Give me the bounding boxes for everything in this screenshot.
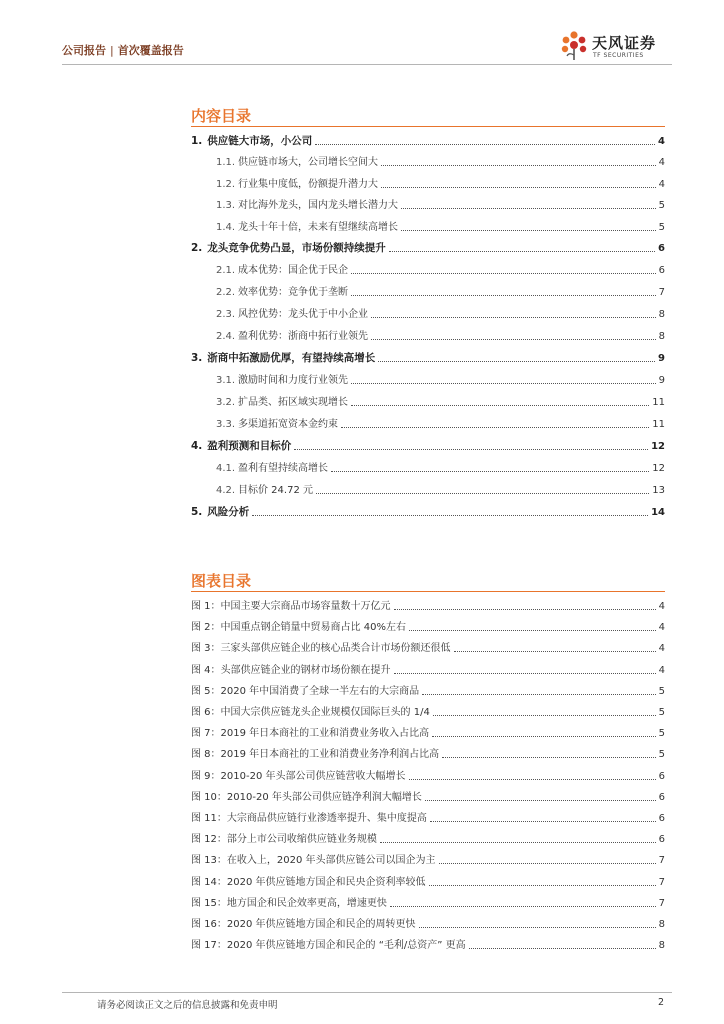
toc-leader-dots <box>419 927 656 928</box>
figure-caption: 2020 年供应链地方国企和民企的周转更快 <box>226 919 416 930</box>
toc-leader-dots <box>351 273 656 274</box>
toc-leader-dots <box>294 449 648 450</box>
figure-caption: 中国重点钢企销量中贸易商占比 40%左右 <box>220 622 406 633</box>
toc-text: 风险分析 <box>207 506 250 518</box>
toc-text: 供应链大市场，小公司 <box>207 135 313 147</box>
toc-section-link[interactable] <box>216 220 665 234</box>
figure-label: 图 11： <box>191 813 227 824</box>
footer-disclaimer: 请务必阅读正文之后的信息披露和免责申明 <box>97 1000 278 1011</box>
figure-page-number: 4 <box>658 665 665 676</box>
toc-text: 行业集中度低，份额提升潜力大 <box>238 179 378 190</box>
toc-leader-dots <box>389 251 655 252</box>
figure-label: 图 8： <box>191 749 221 760</box>
logo-subtitle: TF SECURITIES <box>593 52 644 59</box>
figure-label: 图 17： <box>191 940 227 951</box>
contents-title-underline <box>191 126 665 127</box>
figure-page-number: 6 <box>658 813 665 824</box>
figure-list-link[interactable] <box>191 705 665 719</box>
figure-list-link[interactable] <box>191 811 665 825</box>
figure-label: 图 13： <box>191 855 227 866</box>
figure-caption: 2020 年中国消费了全球一半左右的大宗商品 <box>220 686 420 697</box>
toc-section-link[interactable] <box>216 395 665 409</box>
figure-caption: 在收入上，2020 年头部供应链公司以国企为主 <box>226 855 436 866</box>
toc-page-number: 12 <box>651 441 665 452</box>
toc-leader-dots <box>469 948 656 949</box>
page-number: 2 <box>657 997 664 1008</box>
toc-leader-dots <box>315 144 655 145</box>
toc-leader-dots <box>432 736 655 737</box>
toc-leader-dots <box>433 715 656 716</box>
toc-number: 3. <box>191 352 203 364</box>
figure-list-link[interactable] <box>191 832 665 846</box>
figure-caption: 三家头部供应链企业的核心品类合计市场份额还很低 <box>220 643 451 654</box>
figure-list-link[interactable] <box>191 938 665 952</box>
toc-page-number: 12 <box>652 463 665 474</box>
figure-label: 图 9： <box>191 771 221 782</box>
figure-list-link[interactable] <box>191 599 665 613</box>
figure-caption: 2019 年日本商社的工业和消费业务收入占比高 <box>220 728 430 739</box>
figure-list-link[interactable] <box>191 641 665 655</box>
toc-text: 目标价 24.72 元 <box>238 485 313 496</box>
toc-text: 对比海外龙头，国内龙头增长潜力大 <box>238 200 398 211</box>
toc-section-link[interactable] <box>216 461 665 475</box>
toc-section-link[interactable] <box>216 155 665 169</box>
toc-leader-dots <box>252 515 648 516</box>
category-separator: | <box>110 44 114 57</box>
category-label: 公司报告 <box>62 44 106 57</box>
figure-label: 图 4： <box>191 665 221 676</box>
toc-text: 风控优势：龙头优于中小企业 <box>238 309 368 320</box>
toc-page-number: 5 <box>658 222 665 233</box>
toc-text: 扩品类、拓区域实现增长 <box>238 397 348 408</box>
figure-page-number: 8 <box>658 919 665 930</box>
toc-text: 效率优势：竞争优于垄断 <box>238 287 348 298</box>
toc-leader-dots <box>381 187 656 188</box>
toc-leader-dots <box>429 885 656 886</box>
figure-caption: 2010-20 年头部公司供应链净利润大幅增长 <box>226 792 422 803</box>
toc-chapter-link[interactable] <box>191 351 665 365</box>
toc-number: 2.2. <box>216 287 236 298</box>
toc-leader-dots <box>371 317 656 318</box>
toc-page-number: 4 <box>658 157 665 168</box>
toc-leader-dots <box>409 779 656 780</box>
figure-caption: 中国大宗供应链龙头企业规模仅国际巨头的 1/4 <box>220 707 430 718</box>
toc-number: 4.2. <box>216 485 236 496</box>
toc-chapter-link[interactable] <box>191 439 665 453</box>
toc-leader-dots <box>351 295 656 296</box>
toc-leader-dots <box>371 339 656 340</box>
toc-leader-dots <box>381 165 656 166</box>
toc-number: 4. <box>191 440 203 452</box>
toc-leader-dots <box>394 673 656 674</box>
toc-leader-dots <box>422 694 655 695</box>
toc-leader-dots <box>316 493 649 494</box>
figure-list-link[interactable] <box>191 726 665 740</box>
toc-leader-dots <box>430 821 656 822</box>
figure-caption: 地方国企和民企效率更高，增速更快 <box>226 898 387 909</box>
figure-list-link[interactable] <box>191 747 665 761</box>
figure-list-link[interactable] <box>191 620 665 634</box>
toc-section-link[interactable] <box>216 263 665 277</box>
figure-page-number: 7 <box>658 855 665 866</box>
contents-title: 内容目录 <box>191 107 252 125</box>
figure-page-number: 7 <box>658 877 665 888</box>
figure-caption: 部分上市公司收缩供应链业务规模 <box>226 834 377 845</box>
toc-leader-dots <box>439 863 656 864</box>
header-divider <box>62 64 672 65</box>
figure-label: 图 16： <box>191 919 227 930</box>
toc-chapter-link[interactable] <box>191 241 665 255</box>
figure-caption: 大宗商品供应链行业渗透率提升、集中度提高 <box>226 813 427 824</box>
toc-number: 5. <box>191 506 203 518</box>
figure-label: 图 14： <box>191 877 227 888</box>
toc-page-number: 4 <box>658 136 665 147</box>
toc-page-number: 8 <box>658 331 665 342</box>
toc-leader-dots <box>394 609 656 610</box>
toc-leader-dots <box>380 842 656 843</box>
toc-text: 激励时间和力度行业领先 <box>238 375 348 386</box>
figure-caption: 2020 年供应链地方国企和民央企资利率较低 <box>226 877 426 888</box>
toc-text: 龙头竞争优势凸显，市场份额持续提升 <box>207 242 386 254</box>
toc-page-number: 8 <box>658 309 665 320</box>
toc-number: 1.1. <box>216 157 236 168</box>
toc-text: 浙商中拓激励优厚，有望持续高增长 <box>207 352 376 364</box>
logo-name: 天风证券 <box>592 34 657 52</box>
toc-page-number: 11 <box>652 419 665 430</box>
figure-list-link[interactable] <box>191 769 665 783</box>
figure-label: 图 3： <box>191 643 221 654</box>
figure-list-link[interactable] <box>191 875 665 889</box>
report-category <box>62 42 184 58</box>
toc-text: 盈利预测和目标价 <box>207 440 292 452</box>
toc-leader-dots <box>425 800 656 801</box>
figure-page-number: 5 <box>658 728 665 739</box>
figure-list-link[interactable] <box>191 917 665 931</box>
figures-title: 图表目录 <box>191 572 252 590</box>
figure-list-link[interactable] <box>191 663 665 677</box>
toc-number: 4.1. <box>216 463 236 474</box>
toc-page-number: 9 <box>658 353 665 364</box>
toc-number: 3.1. <box>216 375 236 386</box>
figure-page-number: 5 <box>658 686 665 697</box>
toc-text: 龙头十年十倍，未来有望继续高增长 <box>238 222 398 233</box>
toc-leader-dots <box>390 906 656 907</box>
figure-label: 图 12： <box>191 834 227 845</box>
figure-caption: 2010-20 年头部公司供应链营收大幅增长 <box>220 771 406 782</box>
figure-caption: 头部供应链企业的钢材市场份额在提升 <box>220 665 391 676</box>
figure-label: 图 7： <box>191 728 221 739</box>
figure-caption: 2020 年供应链地方国企和民企的 “毛利/总资产” 更高 <box>226 940 466 951</box>
figure-caption: 中国主要大宗商品市场容量数十万亿元 <box>220 601 391 612</box>
toc-number: 1.3. <box>216 200 236 211</box>
toc-page-number: 14 <box>651 507 665 518</box>
toc-page-number: 4 <box>658 179 665 190</box>
figure-label: 图 6： <box>191 707 221 718</box>
toc-number: 2. <box>191 242 203 254</box>
toc-text: 盈利有望持续高增长 <box>238 463 328 474</box>
toc-section-link[interactable] <box>216 307 665 321</box>
toc-leader-dots <box>401 230 656 231</box>
toc-leader-dots <box>331 471 649 472</box>
figure-page-number: 8 <box>658 940 665 951</box>
toc-leader-dots <box>409 630 656 631</box>
toc-leader-dots <box>341 427 649 428</box>
figure-page-number: 5 <box>658 749 665 760</box>
figure-page-number: 4 <box>658 622 665 633</box>
toc-text: 多渠道拓宽资本金约束 <box>238 419 338 430</box>
flower-logo-icon <box>560 30 588 62</box>
toc-text: 成本优势：国企优于民企 <box>238 265 348 276</box>
figure-list-link[interactable] <box>191 684 665 698</box>
toc-page-number: 7 <box>658 287 665 298</box>
figure-label: 图 5： <box>191 686 221 697</box>
toc-section-link[interactable] <box>216 483 665 497</box>
figures-title-underline <box>191 591 665 592</box>
figure-label: 图 2： <box>191 622 221 633</box>
toc-page-number: 5 <box>658 200 665 211</box>
toc-number: 2.3. <box>216 309 236 320</box>
figure-label: 图 10： <box>191 792 227 803</box>
toc-leader-dots <box>401 208 656 209</box>
toc-text: 盈利优势：浙商中拓行业领先 <box>238 331 368 342</box>
toc-number: 2.4. <box>216 331 236 342</box>
toc-text: 供应链市场大，公司增长空间大 <box>238 157 378 168</box>
figure-list-link[interactable] <box>191 790 665 804</box>
toc-leader-dots <box>442 757 655 758</box>
toc-number: 2.1. <box>216 265 236 276</box>
figure-label: 图 1： <box>191 601 221 612</box>
page-header <box>62 30 672 66</box>
figure-page-number: 4 <box>658 601 665 612</box>
toc-number: 1.4. <box>216 222 236 233</box>
toc-page-number: 11 <box>652 397 665 408</box>
figure-caption: 2019 年日本商社的工业和消费业务净利润占比高 <box>220 749 440 760</box>
figure-page-number: 6 <box>658 792 665 803</box>
toc-section-link[interactable] <box>216 177 665 191</box>
toc-page-number: 6 <box>658 265 665 276</box>
toc-number: 3.2. <box>216 397 236 408</box>
toc-page-number: 9 <box>658 375 665 386</box>
toc-leader-dots <box>454 651 656 652</box>
footer-divider <box>62 992 672 993</box>
toc-number: 3.3. <box>216 419 236 430</box>
toc-section-link[interactable] <box>216 329 665 343</box>
subcategory-label: 首次覆盖报告 <box>117 44 184 57</box>
figure-label: 图 15： <box>191 898 227 909</box>
figure-page-number: 4 <box>658 643 665 654</box>
toc-number: 1.2. <box>216 179 236 190</box>
toc-chapter-link[interactable] <box>191 134 665 148</box>
figure-page-number: 6 <box>658 771 665 782</box>
figure-page-number: 7 <box>658 898 665 909</box>
toc-page-number: 6 <box>658 243 665 254</box>
toc-page-number: 13 <box>652 485 665 496</box>
toc-number: 1. <box>191 135 203 147</box>
toc-section-link[interactable] <box>216 373 665 387</box>
figure-list-link[interactable] <box>191 853 665 867</box>
figure-list-link[interactable] <box>191 896 665 910</box>
toc-section-link[interactable] <box>216 417 665 431</box>
figure-page-number: 5 <box>658 707 665 718</box>
toc-leader-dots <box>351 405 649 406</box>
toc-chapter-link[interactable] <box>191 505 665 519</box>
toc-section-link[interactable] <box>216 285 665 299</box>
toc-leader-dots <box>378 361 655 362</box>
figure-page-number: 6 <box>658 834 665 845</box>
company-logo <box>560 30 672 62</box>
toc-leader-dots <box>351 383 656 384</box>
toc-section-link[interactable] <box>216 198 665 212</box>
